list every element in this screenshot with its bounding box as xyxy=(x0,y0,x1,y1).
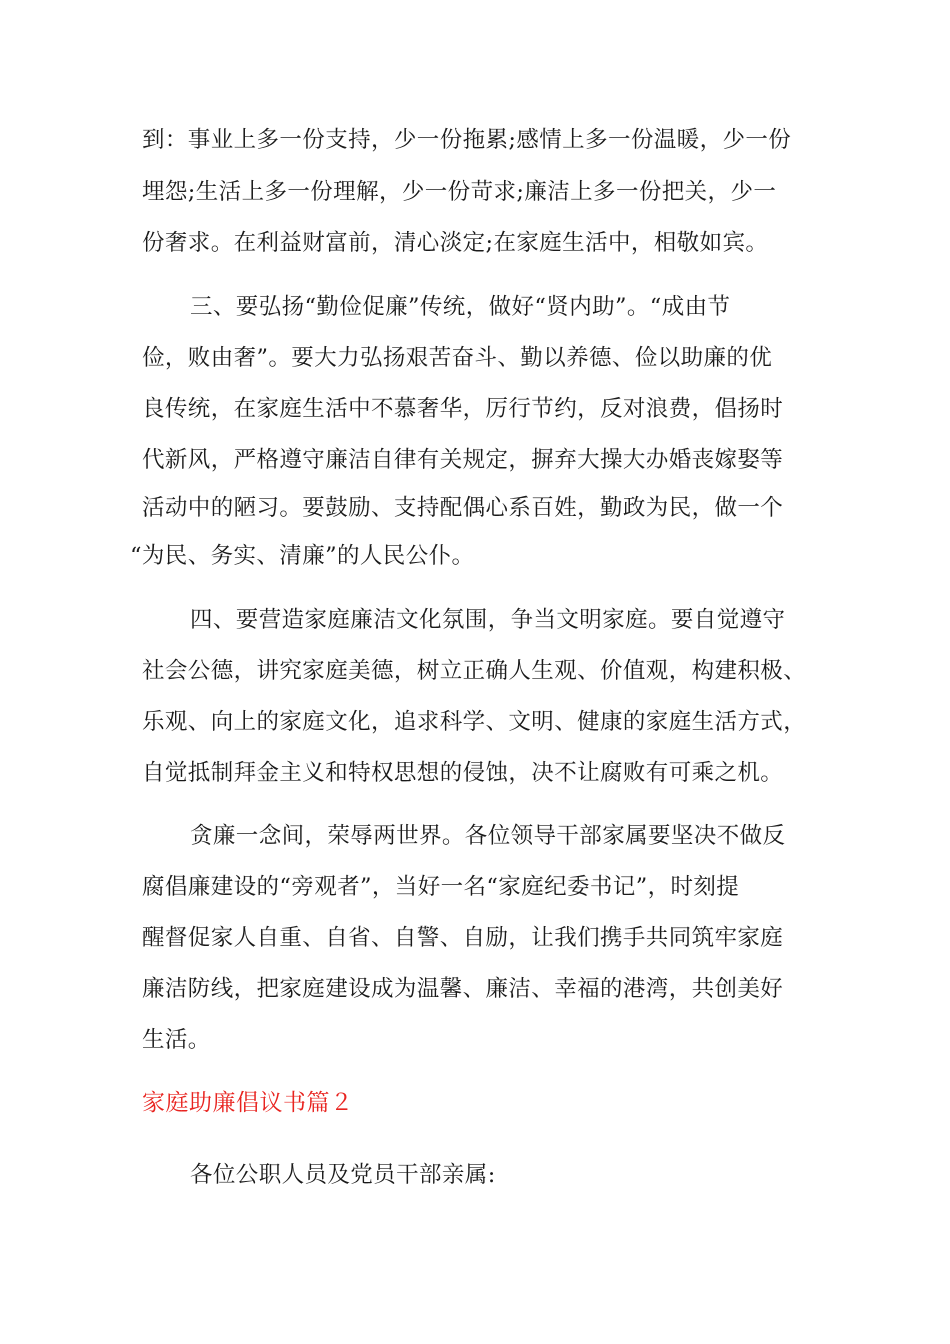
paragraph-3-line-3: 乐观、向上的家庭文化，追求科学、文明、健康的家庭生活方式， xyxy=(142,709,807,735)
salutation: 各位公职人员及党员干部亲属: xyxy=(190,1162,496,1188)
paragraph-2-line-2: 俭，败由奢”。要大力弘扬艰苦奋斗、勤以养德、俭以助廉的优 xyxy=(142,345,773,371)
paragraph-3-line-2: 社会公德，讲究家庭美德，树立正确人生观、价值观，构建积极、 xyxy=(142,658,807,684)
paragraph-4-line-5: 生活。 xyxy=(142,1027,211,1053)
paragraph-1-line-2: 埋怨;生活上多一份理解，少一份苛求;廉洁上多一份把关，少一 xyxy=(142,179,777,205)
paragraph-1-line-1: 到：事业上多一份支持，少一份拖累;感情上多一份温暖，少一份 xyxy=(142,127,792,153)
paragraph-4-line-4: 廉洁防线，把家庭建设成为温馨、廉洁、幸福的港湾，共创美好 xyxy=(142,976,784,1002)
paragraph-2-line-3: 良传统，在家庭生活中不慕奢华，厉行节约，反对浪费，倡扬时 xyxy=(142,396,784,422)
paragraph-2-line-6: “为民、务实、清廉”的人民公仆。 xyxy=(130,543,475,569)
paragraph-2-line-4: 代新风，严格遵守廉洁自律有关规定，摒弃大操大办婚丧嫁娶等 xyxy=(142,447,784,473)
paragraph-2-line-5: 活动中的陋习。要鼓励、支持配偶心系百姓，勤政为民，做一个 xyxy=(142,495,784,521)
paragraph-4-line-3: 醒督促家人自重、自省、自警、自励，让我们携手共同筑牢家庭 xyxy=(142,925,784,951)
paragraph-4-line-1: 贪廉一念间，荣辱两世界。各位领导干部家属要坚决不做反 xyxy=(190,823,786,849)
paragraph-4-line-2: 腐倡廉建设的“旁观者”，当好一名“家庭纪委书记”，时刻提 xyxy=(142,874,740,900)
paragraph-3-line-4: 自觉抵制拜金主义和特权思想的侵蚀，决不让腐败有可乘之机。 xyxy=(142,760,784,786)
section-heading: 家庭助廉倡议书篇２ xyxy=(142,1090,354,1116)
paragraph-2-line-1: 三、要弘扬“勤俭促廉”传统，做好“贤内助”。“成由节 xyxy=(190,294,731,320)
paragraph-1-line-3: 份奢求。在利益财富前，清心淡定;在家庭生活中，相敬如宾。 xyxy=(142,230,769,256)
paragraph-3-line-1: 四、要营造家庭廉洁文化氛围，争当文明家庭。要自觉遵守 xyxy=(190,607,786,633)
